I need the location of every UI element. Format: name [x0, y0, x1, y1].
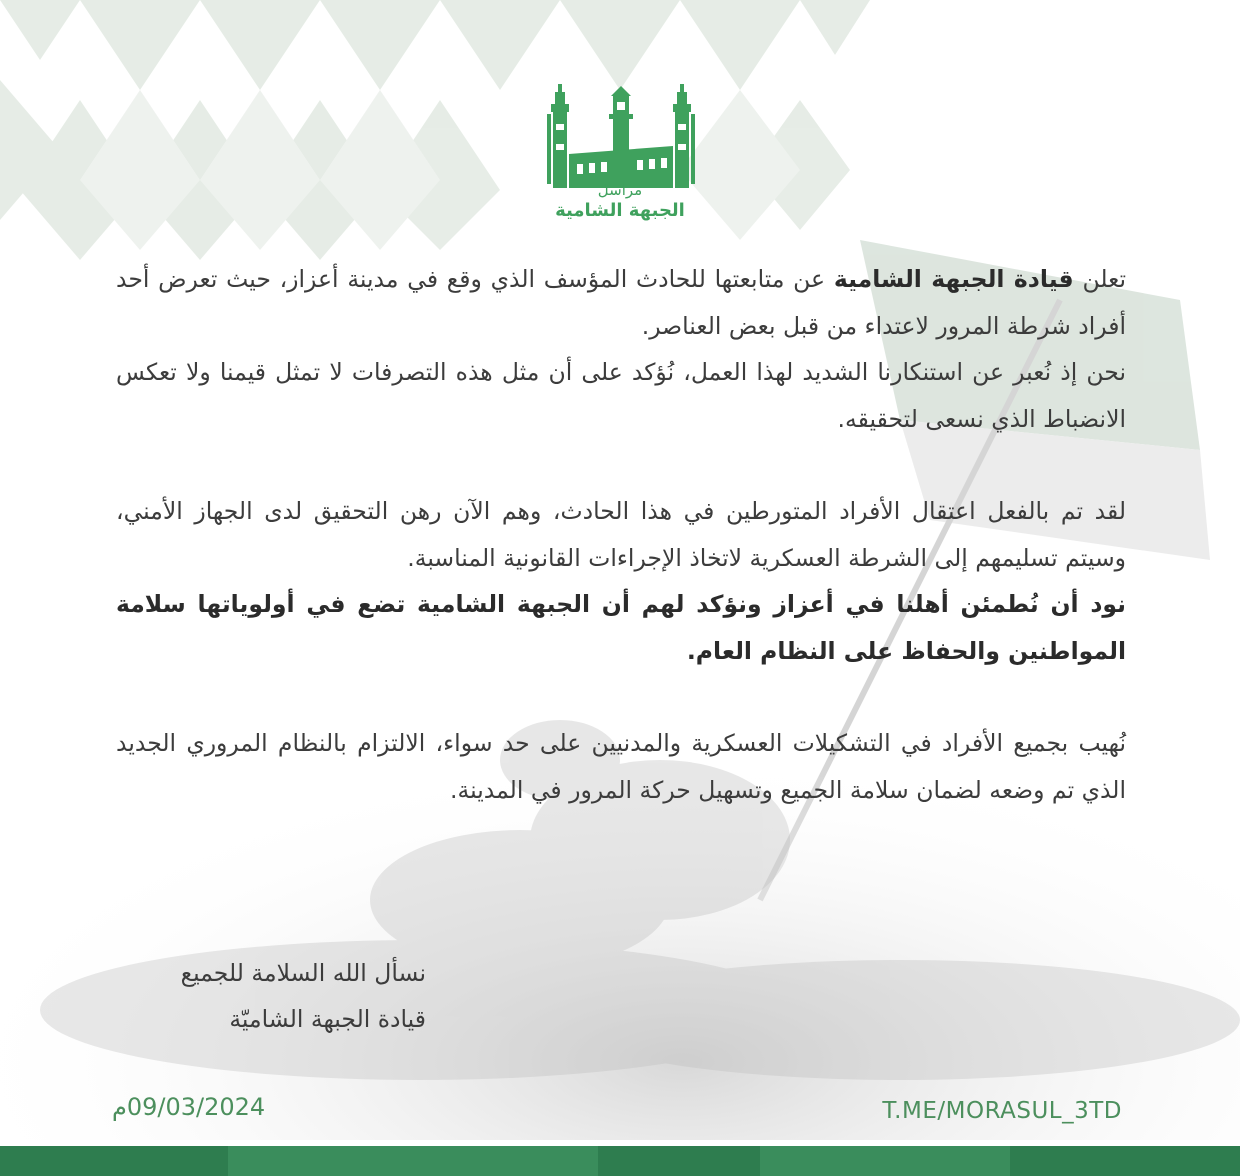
paragraph-5: نُهيب بجميع الأفراد في التشكيلات العسكرية والمدنيين على حد سواء، الالتزام بالنظام المروري الجديد الذي تم وضعه لضمان سلامة الجميع وتسهيل حركة المرور في المدينة.	[116, 729, 1126, 804]
telegram-link[interactable]: T.ME/MORASUL_3TD	[882, 1098, 1122, 1124]
signature	[116, 950, 426, 1042]
date-label: 09/03/2024م	[112, 1093, 266, 1121]
paragraph-2: نحن إذ نُعبر عن استنكارنا الشديد لهذا العمل، نُؤكد على أن مثل هذه التصرفات لا تمثل قيمنا ولا تعكس الانضباط الذي نسعى لتحقيقه.	[116, 358, 1126, 433]
logo-title: الجبهة الشامية	[555, 200, 685, 221]
footer-strip	[0, 1146, 1240, 1176]
paragraph-3: لقد تم بالفعل اعتقال الأفراد المتورطين في هذا الحادث، وهم الآن رهن التحقيق لدى الجهاز الأمني، وسيتم تسليمهم إلى الشرطة العسكرية لاتخاذ الإجراءات القانونية المناسبة.	[116, 497, 1126, 572]
logo	[520, 0, 720, 240]
mosque-logo-icon	[547, 84, 695, 188]
paragraph-1	[116, 256, 1126, 349]
paragraph-4: نود أن نُطمئن أهلنا في أعزاز ونؤكد لهم أن الجبهة الشامية تضع في أولوياتها سلامة المواطنين والحفاظ على النظام العام.	[116, 590, 1126, 665]
statement-body	[116, 256, 1126, 813]
p1-prefix: تعلن	[1073, 265, 1126, 293]
p1-rest: عن متابعتها للحادث المؤسف الذي وقع في مدينة أعزاز، حيث تعرض أحد أفراد شرطة المرور لاعتداء من قبل بعض العناصر.	[116, 265, 1126, 340]
p1-bold: قيادة الجبهة الشامية	[833, 265, 1074, 293]
signature-line-2: قيادة الجبهة الشاميّة	[229, 1005, 426, 1033]
logo-subtitle: مراسل	[597, 181, 643, 199]
signature-line-1: نسأل الله السلامة للجميع	[180, 959, 426, 987]
